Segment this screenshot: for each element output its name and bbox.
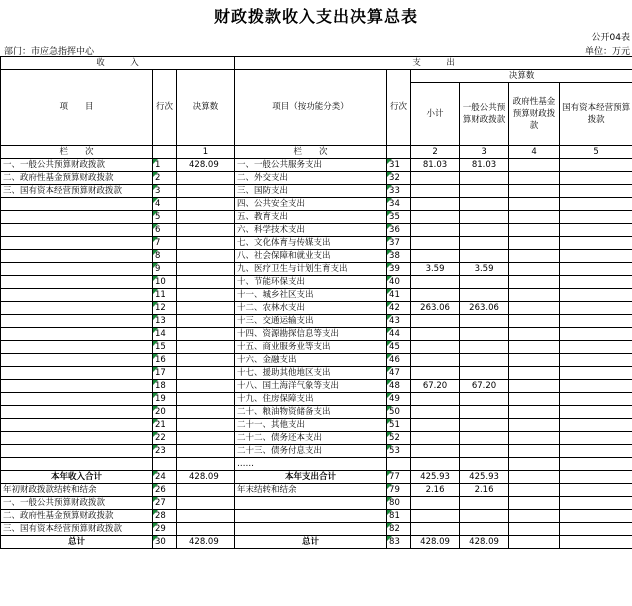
expense-gov-fund — [509, 380, 560, 393]
table-row — [1, 341, 632, 354]
carry-in-general-line: 27 — [153, 497, 177, 510]
expense-item: 二十三、债务付息支出 — [235, 445, 387, 458]
income-amount — [177, 406, 235, 419]
income-item — [1, 263, 153, 276]
expense-subtotal: 263.06 — [411, 302, 460, 315]
grand-total-subtotal: 428.09 — [411, 536, 460, 549]
income-item — [1, 380, 153, 393]
table-row — [1, 185, 632, 198]
expense-subtotal — [411, 289, 460, 302]
carry-in-label: 年初财政拨款结转和结余 — [1, 484, 153, 497]
income-amount — [177, 198, 235, 211]
col-index-2: 2 — [411, 146, 460, 159]
col-line2: 行次 — [387, 70, 411, 146]
carry-out-general-line: 80 — [387, 497, 411, 510]
carry-in-state-capital-line: 29 — [153, 523, 177, 536]
expense-state-capital — [560, 432, 632, 445]
expense-gov-fund — [509, 341, 560, 354]
income-line: 6 — [153, 224, 177, 237]
income-line: 22 — [153, 432, 177, 445]
expense-line: 52 — [387, 432, 411, 445]
income-line: 21 — [153, 419, 177, 432]
income-item — [1, 302, 153, 315]
income-line: 13 — [153, 315, 177, 328]
carry-in-general: 一、一般公共预算财政拨款 — [1, 497, 153, 510]
carry-out-subtotal: 2.16 — [411, 484, 460, 497]
expense-gov-fund — [509, 367, 560, 380]
expense-general — [460, 367, 509, 380]
income-amount — [177, 393, 235, 406]
expense-line: 31 — [387, 159, 411, 172]
col-index-3: 3 — [460, 146, 509, 159]
income-amount — [177, 224, 235, 237]
table-row — [1, 302, 632, 315]
expense-general — [460, 315, 509, 328]
expense-state-capital — [560, 419, 632, 432]
grand-total-general: 428.09 — [460, 536, 509, 549]
expense-general — [460, 419, 509, 432]
income-amount — [177, 458, 235, 471]
col-index-1: 1 — [177, 146, 235, 159]
expense-item: 十九、住房保障支出 — [235, 393, 387, 406]
expense-state-capital — [560, 263, 632, 276]
expense-general — [460, 458, 509, 471]
expense-subtotal — [411, 458, 460, 471]
expense-general — [460, 250, 509, 263]
expense-item: 八、社会保障和就业支出 — [235, 250, 387, 263]
income-line: 15 — [153, 341, 177, 354]
table-row — [1, 224, 632, 237]
expense-state-capital — [560, 211, 632, 224]
expense-state-capital — [560, 237, 632, 250]
table-row — [1, 237, 632, 250]
income-amount — [177, 367, 235, 380]
carry-in-state-capital: 三、国有资本经营预算财政拨款 — [1, 523, 153, 536]
income-total-label: 本年收入合计 — [1, 471, 153, 484]
expense-general: 263.06 — [460, 302, 509, 315]
income-amount — [177, 419, 235, 432]
expense-item: 十、节能环保支出 — [235, 276, 387, 289]
expense-general — [460, 354, 509, 367]
expense-general — [460, 432, 509, 445]
expense-gov-fund — [509, 185, 560, 198]
expense-item: 十二、农林水支出 — [235, 302, 387, 315]
col-state-capital: 国有资本经营预算拨款 — [560, 83, 632, 146]
expense-item: 九、医疗卫生与计划生育支出 — [235, 263, 387, 276]
expense-gov-fund — [509, 289, 560, 302]
expense-line: 39 — [387, 263, 411, 276]
income-amount — [177, 211, 235, 224]
expense-item: 十三、交通运输支出 — [235, 315, 387, 328]
income-amount — [177, 328, 235, 341]
expense-item: 二、外交支出 — [235, 172, 387, 185]
income-item — [1, 432, 153, 445]
expense-gov-fund — [509, 432, 560, 445]
expense-gov-fund — [509, 354, 560, 367]
table-row — [1, 250, 632, 263]
col-line: 行次 — [153, 70, 177, 146]
expense-subtotal — [411, 172, 460, 185]
expense-state-capital — [560, 406, 632, 419]
income-line: 17 — [153, 367, 177, 380]
income-amount — [177, 445, 235, 458]
expense-gov-fund — [509, 419, 560, 432]
expense-subtotal — [411, 419, 460, 432]
expense-gov-fund — [509, 393, 560, 406]
income-total-line: 24 — [153, 471, 177, 484]
table-row — [1, 367, 632, 380]
expense-general: 81.03 — [460, 159, 509, 172]
carry-out-state-capital-line: 82 — [387, 523, 411, 536]
expense-subtotal: 81.03 — [411, 159, 460, 172]
expense-line: 43 — [387, 315, 411, 328]
table-row — [1, 289, 632, 302]
expense-subtotal — [411, 445, 460, 458]
income-item — [1, 445, 153, 458]
income-item — [1, 198, 153, 211]
expense-line: 44 — [387, 328, 411, 341]
report-title: 财政拨款收入支出决算总表 — [213, 7, 418, 26]
expense-item: 十五、商业服务业等支出 — [235, 341, 387, 354]
expense-state-capital — [560, 185, 632, 198]
carry-in-gov-fund-line: 28 — [153, 510, 177, 523]
expense-item: 二十二、债务还本支出 — [235, 432, 387, 445]
income-line: 3 — [153, 185, 177, 198]
income-item — [1, 367, 153, 380]
expense-state-capital — [560, 393, 632, 406]
expense-state-capital — [560, 276, 632, 289]
table-row — [1, 406, 632, 419]
expense-item: 五、教育支出 — [235, 211, 387, 224]
expense-item: 十八、国土海洋气象等支出 — [235, 380, 387, 393]
expense-item: 四、公共安全支出 — [235, 198, 387, 211]
expense-item: 二十、粮油物资储备支出 — [235, 406, 387, 419]
expense-item: 十一、城乡社区支出 — [235, 289, 387, 302]
carry-out-line: 79 — [387, 484, 411, 497]
income-line: 14 — [153, 328, 177, 341]
income-line: 5 — [153, 211, 177, 224]
expense-subtotal — [411, 328, 460, 341]
income-amount — [177, 276, 235, 289]
expense-subtotal — [411, 237, 460, 250]
col-index-5: 5 — [560, 146, 632, 159]
expense-item: 七、文化体育与传媒支出 — [235, 237, 387, 250]
expense-state-capital — [560, 302, 632, 315]
expense-general — [460, 237, 509, 250]
expense-item: 十六、金融支出 — [235, 354, 387, 367]
income-item — [1, 250, 153, 263]
col-amount: 决算数 — [177, 70, 235, 146]
expense-item: 二十一、其他支出 — [235, 419, 387, 432]
expense-state-capital — [560, 172, 632, 185]
income-line: 18 — [153, 380, 177, 393]
expense-gov-fund — [509, 276, 560, 289]
income-item — [1, 406, 153, 419]
expense-gov-fund — [509, 458, 560, 471]
income-line: 19 — [153, 393, 177, 406]
expense-line: 46 — [387, 354, 411, 367]
income-item: 二、政府性基金预算财政拨款 — [1, 172, 153, 185]
table-row — [1, 419, 632, 432]
income-line: 16 — [153, 354, 177, 367]
expense-line: 37 — [387, 237, 411, 250]
expense-subtotal: 3.59 — [411, 263, 460, 276]
expense-subtotal — [411, 406, 460, 419]
expense-item: …… — [235, 458, 387, 471]
income-header: 收 入 — [1, 57, 235, 70]
expense-gov-fund — [509, 211, 560, 224]
expense-state-capital — [560, 328, 632, 341]
expense-line: 33 — [387, 185, 411, 198]
expense-line: 53 — [387, 445, 411, 458]
expense-general — [460, 172, 509, 185]
expense-gov-fund — [509, 224, 560, 237]
expense-line: 35 — [387, 211, 411, 224]
income-amount — [177, 185, 235, 198]
table-row — [1, 380, 632, 393]
expense-line: 49 — [387, 393, 411, 406]
expense-subtotal — [411, 367, 460, 380]
expense-general — [460, 211, 509, 224]
expense-state-capital — [560, 315, 632, 328]
income-line: 20 — [153, 406, 177, 419]
income-line: 10 — [153, 276, 177, 289]
expense-line: 32 — [387, 172, 411, 185]
expense-subtotal — [411, 393, 460, 406]
expense-general — [460, 276, 509, 289]
col-item: 项 目 — [1, 70, 153, 146]
income-line: 1 — [153, 159, 177, 172]
expense-line: 36 — [387, 224, 411, 237]
table-row — [1, 172, 632, 185]
expense-total-general: 425.93 — [460, 471, 509, 484]
expense-total-label: 本年支出合计 — [235, 471, 387, 484]
expense-header: 支 出 — [235, 57, 632, 70]
expense-item: 三、国防支出 — [235, 185, 387, 198]
expense-general — [460, 185, 509, 198]
expense-subtotal — [411, 211, 460, 224]
income-amount — [177, 380, 235, 393]
expense-line: 47 — [387, 367, 411, 380]
expense-gov-fund — [509, 250, 560, 263]
col-general: 一般公共预算财政拨款 — [460, 83, 509, 146]
income-item — [1, 237, 153, 250]
expense-line: 42 — [387, 302, 411, 315]
expense-general — [460, 445, 509, 458]
income-line: 2 — [153, 172, 177, 185]
expense-general — [460, 393, 509, 406]
income-item — [1, 211, 153, 224]
expense-item: 一、一般公共服务支出 — [235, 159, 387, 172]
expense-line: 34 — [387, 198, 411, 211]
income-item — [1, 328, 153, 341]
expense-state-capital — [560, 250, 632, 263]
expense-subtotal — [411, 224, 460, 237]
carry-out-gov-fund-line: 81 — [387, 510, 411, 523]
expense-state-capital — [560, 354, 632, 367]
expense-subtotal — [411, 198, 460, 211]
expense-state-capital — [560, 445, 632, 458]
income-line: 9 — [153, 263, 177, 276]
expense-subtotal — [411, 341, 460, 354]
unit-label: 单位：万元 — [584, 47, 630, 57]
expense-total-line: 77 — [387, 471, 411, 484]
expense-gov-fund — [509, 198, 560, 211]
expense-general — [460, 224, 509, 237]
expense-state-capital — [560, 198, 632, 211]
expense-general — [460, 406, 509, 419]
table-row — [1, 393, 632, 406]
expense-total-subtotal: 425.93 — [411, 471, 460, 484]
income-item — [1, 224, 153, 237]
income-amount — [177, 341, 235, 354]
expense-line: 38 — [387, 250, 411, 263]
expense-line — [387, 458, 411, 471]
expense-subtotal — [411, 432, 460, 445]
col-item-func: 项目（按功能分类） — [235, 70, 387, 146]
expense-state-capital — [560, 224, 632, 237]
expense-state-capital — [560, 380, 632, 393]
expense-state-capital — [560, 289, 632, 302]
expense-gov-fund — [509, 263, 560, 276]
budget-table — [0, 56, 632, 549]
income-item — [1, 289, 153, 302]
income-line: 11 — [153, 289, 177, 302]
income-item: 一、一般公共预算财政拨款 — [1, 159, 153, 172]
grand-total-label-2: 总计 — [235, 536, 387, 549]
budget-amount-header: 决算数 — [411, 70, 632, 83]
income-amount — [177, 432, 235, 445]
expense-line: 48 — [387, 380, 411, 393]
table-row — [1, 276, 632, 289]
income-item — [1, 419, 153, 432]
expense-item: 十四、资源勘探信息等支出 — [235, 328, 387, 341]
income-item — [1, 393, 153, 406]
expense-item: 六、科学技术支出 — [235, 224, 387, 237]
income-line: 8 — [153, 250, 177, 263]
expense-general: 67.20 — [460, 380, 509, 393]
table-row — [1, 328, 632, 341]
expense-subtotal — [411, 354, 460, 367]
table-row — [1, 198, 632, 211]
col-index-4: 4 — [509, 146, 560, 159]
table-row — [1, 445, 632, 458]
table-row — [1, 432, 632, 445]
grand-total-label: 总计 — [1, 536, 153, 549]
income-amount — [177, 172, 235, 185]
income-line — [153, 458, 177, 471]
income-amount — [177, 237, 235, 250]
expense-general — [460, 198, 509, 211]
expense-general — [460, 341, 509, 354]
expense-subtotal — [411, 185, 460, 198]
table-row — [1, 354, 632, 367]
expense-line: 51 — [387, 419, 411, 432]
income-amount — [177, 263, 235, 276]
income-amount — [177, 315, 235, 328]
grand-total-amount: 428.09 — [177, 536, 235, 549]
income-item — [1, 315, 153, 328]
income-line: 4 — [153, 198, 177, 211]
table-row — [1, 263, 632, 276]
table-row — [1, 211, 632, 224]
carry-out-general: 2.16 — [460, 484, 509, 497]
income-line: 23 — [153, 445, 177, 458]
table-row — [1, 458, 632, 471]
expense-subtotal: 67.20 — [411, 380, 460, 393]
income-item: 三、国有资本经营预算财政拨款 — [1, 185, 153, 198]
expense-item: 十七、援助其他地区支出 — [235, 367, 387, 380]
income-amount — [177, 354, 235, 367]
department-label: 部门：市应急指挥中心 — [4, 47, 95, 57]
income-total-amount: 428.09 — [177, 471, 235, 484]
expense-gov-fund — [509, 159, 560, 172]
expense-general — [460, 328, 509, 341]
income-item — [1, 276, 153, 289]
expense-state-capital — [560, 159, 632, 172]
lanci-label: 栏 次 — [1, 146, 153, 159]
table-row — [1, 159, 632, 172]
carry-in-line: 26 — [153, 484, 177, 497]
expense-gov-fund — [509, 406, 560, 419]
expense-state-capital — [560, 367, 632, 380]
carry-out-label: 年末结转和结余 — [235, 484, 387, 497]
income-amount — [177, 250, 235, 263]
expense-gov-fund — [509, 328, 560, 341]
income-amount: 428.09 — [177, 159, 235, 172]
expense-state-capital — [560, 458, 632, 471]
expense-gov-fund — [509, 315, 560, 328]
income-item — [1, 354, 153, 367]
income-amount — [177, 302, 235, 315]
expense-subtotal — [411, 315, 460, 328]
grand-total-line: 30 — [153, 536, 177, 549]
income-item — [1, 458, 153, 471]
expense-general: 3.59 — [460, 263, 509, 276]
expense-state-capital — [560, 341, 632, 354]
table-row — [1, 315, 632, 328]
expense-gov-fund — [509, 237, 560, 250]
expense-subtotal — [411, 250, 460, 263]
col-gov-fund: 政府性基金预算财政拨款 — [509, 83, 560, 146]
expense-gov-fund — [509, 172, 560, 185]
expense-general — [460, 289, 509, 302]
expense-gov-fund — [509, 445, 560, 458]
expense-subtotal — [411, 276, 460, 289]
income-item — [1, 341, 153, 354]
expense-line: 45 — [387, 341, 411, 354]
expense-line: 40 — [387, 276, 411, 289]
lanci-label-2: 栏 次 — [235, 146, 387, 159]
income-line: 12 — [153, 302, 177, 315]
expense-gov-fund — [509, 302, 560, 315]
income-amount — [177, 289, 235, 302]
grand-total-line-2: 83 — [387, 536, 411, 549]
carry-in-gov-fund: 二、政府性基金预算财政拨款 — [1, 510, 153, 523]
expense-line: 50 — [387, 406, 411, 419]
form-code: 公开04表 — [591, 33, 630, 43]
expense-line: 41 — [387, 289, 411, 302]
income-line: 7 — [153, 237, 177, 250]
col-subtotal: 小计 — [411, 83, 460, 146]
